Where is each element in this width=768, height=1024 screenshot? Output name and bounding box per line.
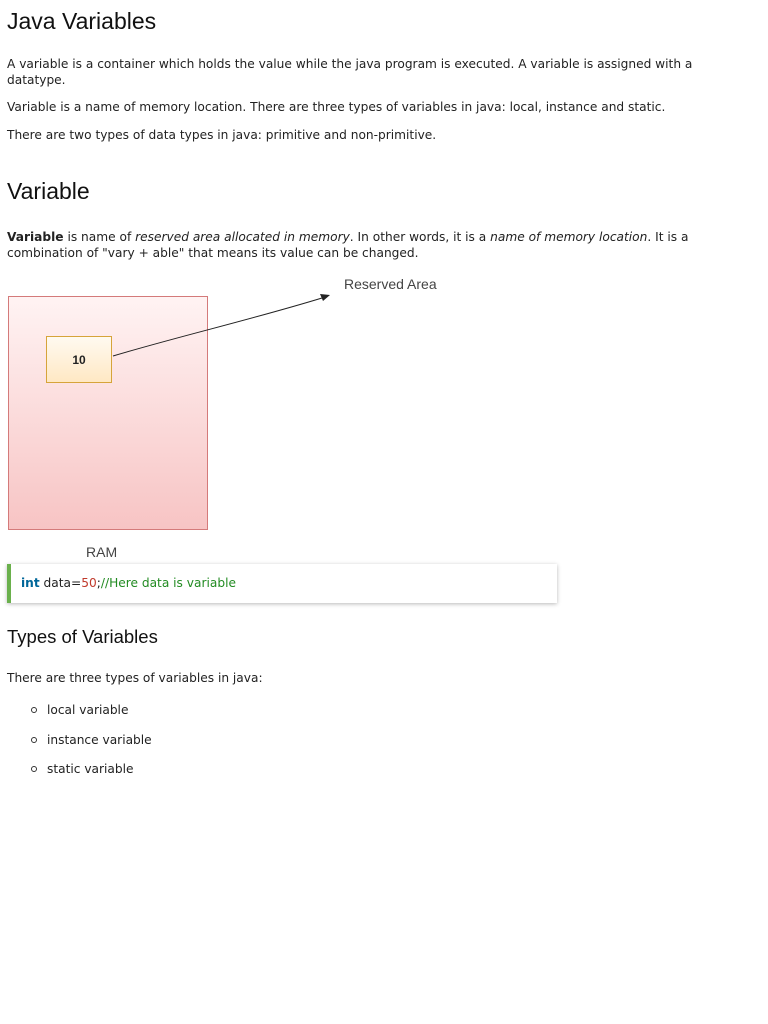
code-comment: //Here data is variable xyxy=(100,576,236,590)
page-title: Java Variables xyxy=(7,8,157,34)
definition-italic-2: name of memory location xyxy=(490,230,648,244)
types-heading: Types of Variables xyxy=(7,626,158,647)
intro-paragraph-3: There are two types of data types in java: primitive and non-primitive. xyxy=(7,128,437,142)
definition-text-3: . It is a combination of "vary + able" that means its value can be changed. xyxy=(7,230,689,260)
definition-term: Variable xyxy=(7,230,64,244)
list-item-label: local variable xyxy=(47,703,129,717)
bullet-icon xyxy=(31,766,37,772)
bullet-icon xyxy=(31,707,37,713)
code-identifier: data= xyxy=(39,576,82,590)
ram-block xyxy=(9,297,208,530)
definition-text-1: is name of xyxy=(63,230,136,244)
code-number: 50 xyxy=(81,576,97,590)
definition-text-2: . In other words, it is a xyxy=(349,230,491,244)
code-semicolon: ; xyxy=(96,576,101,590)
variable-definition xyxy=(7,229,737,261)
list-item-label: static variable xyxy=(47,762,134,776)
value-box-text: 10 xyxy=(72,352,86,367)
memory-diagram xyxy=(0,270,500,570)
bullet-icon xyxy=(31,737,37,743)
reserved-area-label: Reserved Area xyxy=(344,276,437,292)
types-intro: There are three types of variables in java: xyxy=(7,671,263,685)
intro-paragraph-1: A variable is a container which holds the value while the java program is executed. A variable is assigned with a datatype. xyxy=(7,57,693,87)
definition-italic-1: reserved area allocated in memory xyxy=(135,230,350,244)
value-box xyxy=(46,336,112,383)
code-keyword: int xyxy=(21,576,40,590)
memory-diagram-drawing xyxy=(0,270,500,570)
code-snippet xyxy=(7,564,557,603)
intro-paragraph-2: Variable is a name of memory location. There are three types of variables in java: local, instance and static. xyxy=(7,100,666,114)
pointer-arrow-head xyxy=(320,294,330,301)
ram-label: RAM xyxy=(86,544,118,560)
list-item-label: instance variable xyxy=(47,732,152,747)
variable-heading: Variable xyxy=(7,178,90,204)
